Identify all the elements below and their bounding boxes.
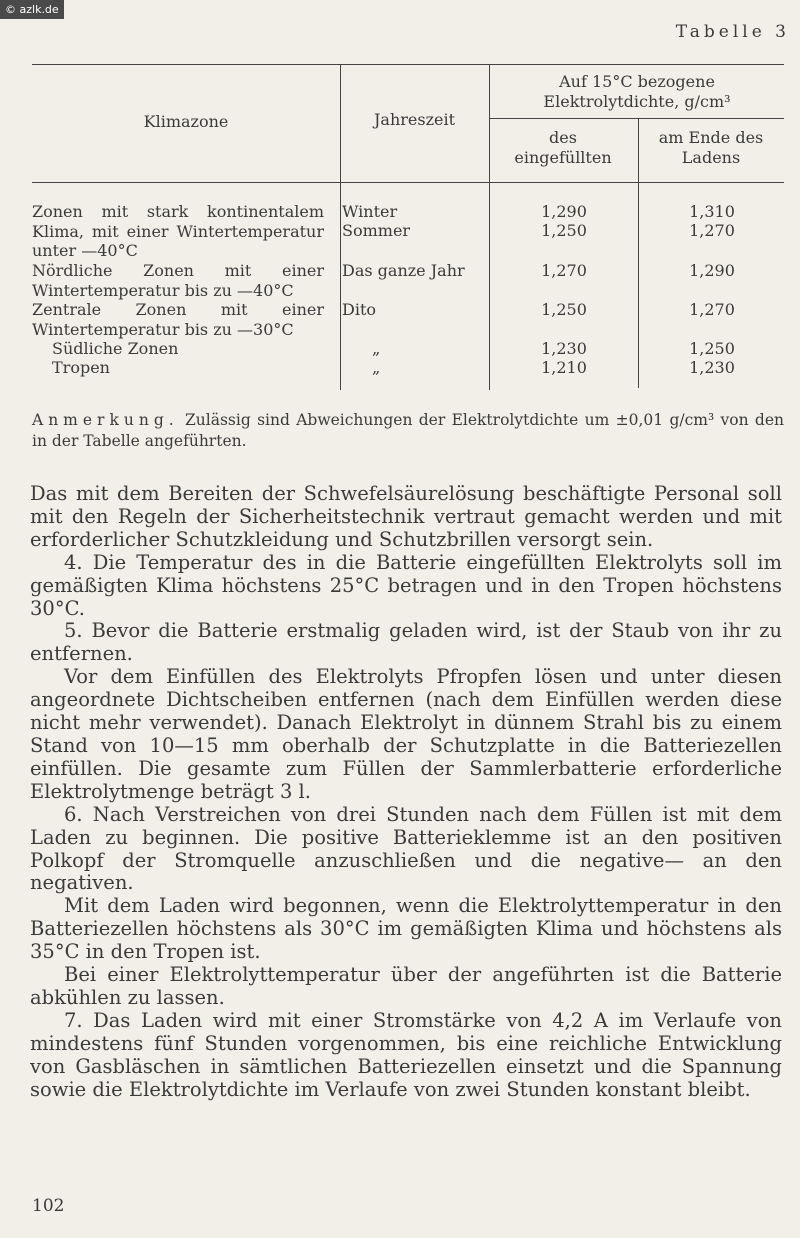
row-zone-continental: Zonen mit stark kontinentalem Klima, mit einer Wintertemperatur unter —40°C [32,202,324,260]
body-text [30,483,782,1101]
row-filled-northern: 1,270 [541,261,587,280]
row-season-all-year: Das ganze Jahr [342,261,465,280]
row-filled-tropics: 1,210 [541,358,587,377]
row-end-winter: 1,310 [689,202,735,221]
row-filled-central: 1,250 [541,300,587,319]
header-climate-zone: Klimazone [143,112,229,131]
header-density-group: Auf 15°C bezogene Elektrolytdichte, g/cm³ [543,72,731,111]
row-end-central: 1,270 [689,300,735,319]
note-text: Zulässig sind Abweichungen der Elektrolytdichte um ±0,01 g/cm³ von den in der Tabelle angeführten. [32,411,784,450]
row-season-summer: Sommer [342,221,411,240]
row-season-ditto-tropics: „ [372,358,381,377]
paragraph: Mit dem Laden wird begonnen, wenn die Elektrolyttemperatur in den Batteriezellen höchstens als 30°C im gemäßigten Klima und höchstens als 35°C in den Tropen ist. [30,894,782,964]
row-season-ditto-southern: „ [372,339,381,358]
paragraph: 5. Bevor die Batterie erstmalig geladen wird, ist der Staub von ihr zu entfernen. [30,619,782,666]
row-filled-winter: 1,290 [541,202,587,221]
climate-density-table [32,64,784,390]
table-header-rule [32,182,784,183]
row-end-tropics: 1,230 [689,358,735,377]
table-top-rule [32,64,784,65]
row-season-dito: Dito [342,300,377,319]
note-label: Anmerkung. [32,411,179,429]
table-label: Tabelle 3 [675,22,790,42]
row-zone-central: Zentrale Zonen mit einer Wintertemperatur bis zu —30°C [32,300,324,339]
paragraph: 6. Nach Verstreichen von drei Stunden nach dem Füllen ist mit dem Laden zu beginnen. Die positive Batterieklemme ist an den positiven Polkopf der Stromquelle anzuschließen und die negative— an den negativen. [30,802,782,895]
row-season-winter: Winter [342,202,398,221]
paragraph: Bei einer Elektrolyttemperatur über der angeführten ist die Batterie abkühlen zu lassen. [30,963,782,1009]
page-number: 102 [32,1196,65,1216]
row-zone-northern: Nördliche Zonen mit einer Wintertemperatur bis zu —40°C [32,261,324,300]
header-density-filled: des eingefüllten [514,128,612,167]
paragraph: 7. Das Laden wird mit einer Stromstärke von 4,2 A im Verlaufe von mindestens fünf Stunden vorgenommen, bis eine reichliche Entwicklung von Gasbläschen in sämtlichen Batteriezellen einsetzt und die Spannung sowie die Elektrolytdichte im Verlaufe von zwei Stunden konstant bleibt. [30,1008,782,1101]
row-filled-southern: 1,230 [541,339,587,358]
row-zone-southern: Südliche Zonen [52,339,179,358]
row-end-summer: 1,270 [689,221,735,240]
paragraph: Das mit dem Bereiten der Schwefelsäurelösung beschäftigte Personal soll mit den Regeln der Sicherheitstechnik vertraut gemacht werden und mit erforderlicher Schutzkleidung und Schutzbrillen versorgt sein. [30,482,782,551]
row-filled-summer: 1,250 [541,221,587,240]
row-end-northern: 1,290 [689,261,735,280]
row-end-southern: 1,250 [689,339,735,358]
table-note [32,410,784,452]
header-density-end: am Ende des Ladens [658,128,764,167]
paragraph: 4. Die Temperatur des in die Batterie eingefüllten Elektrolyts soll im gemäßigten Klima höchstens 25°C betragen und in den Tropen höchstens 30°C. [30,550,782,620]
row-zone-tropics: Tropen [52,358,110,377]
subheader-rule [489,118,784,119]
paragraph: Vor dem Einfüllen des Elektrolyts Pfropfen lösen und unter diesen angeordnete Dichtscheiben entfernen (nach dem Einfüllen werden diese nicht mehr verwendet). Danach Elektrolyt in dünnem Strahl bis zu einem Stand von 10—15 mm oberhalb der Schutzplatte in die Batteriezellen einfüllen. Die gesamte zum Füllen der Sammlerbatterie erforderliche Elektrolytmenge beträgt 3 l. [30,665,782,803]
watermark: © azlk.de [0,0,64,19]
header-season: Jahreszeit [373,110,456,129]
